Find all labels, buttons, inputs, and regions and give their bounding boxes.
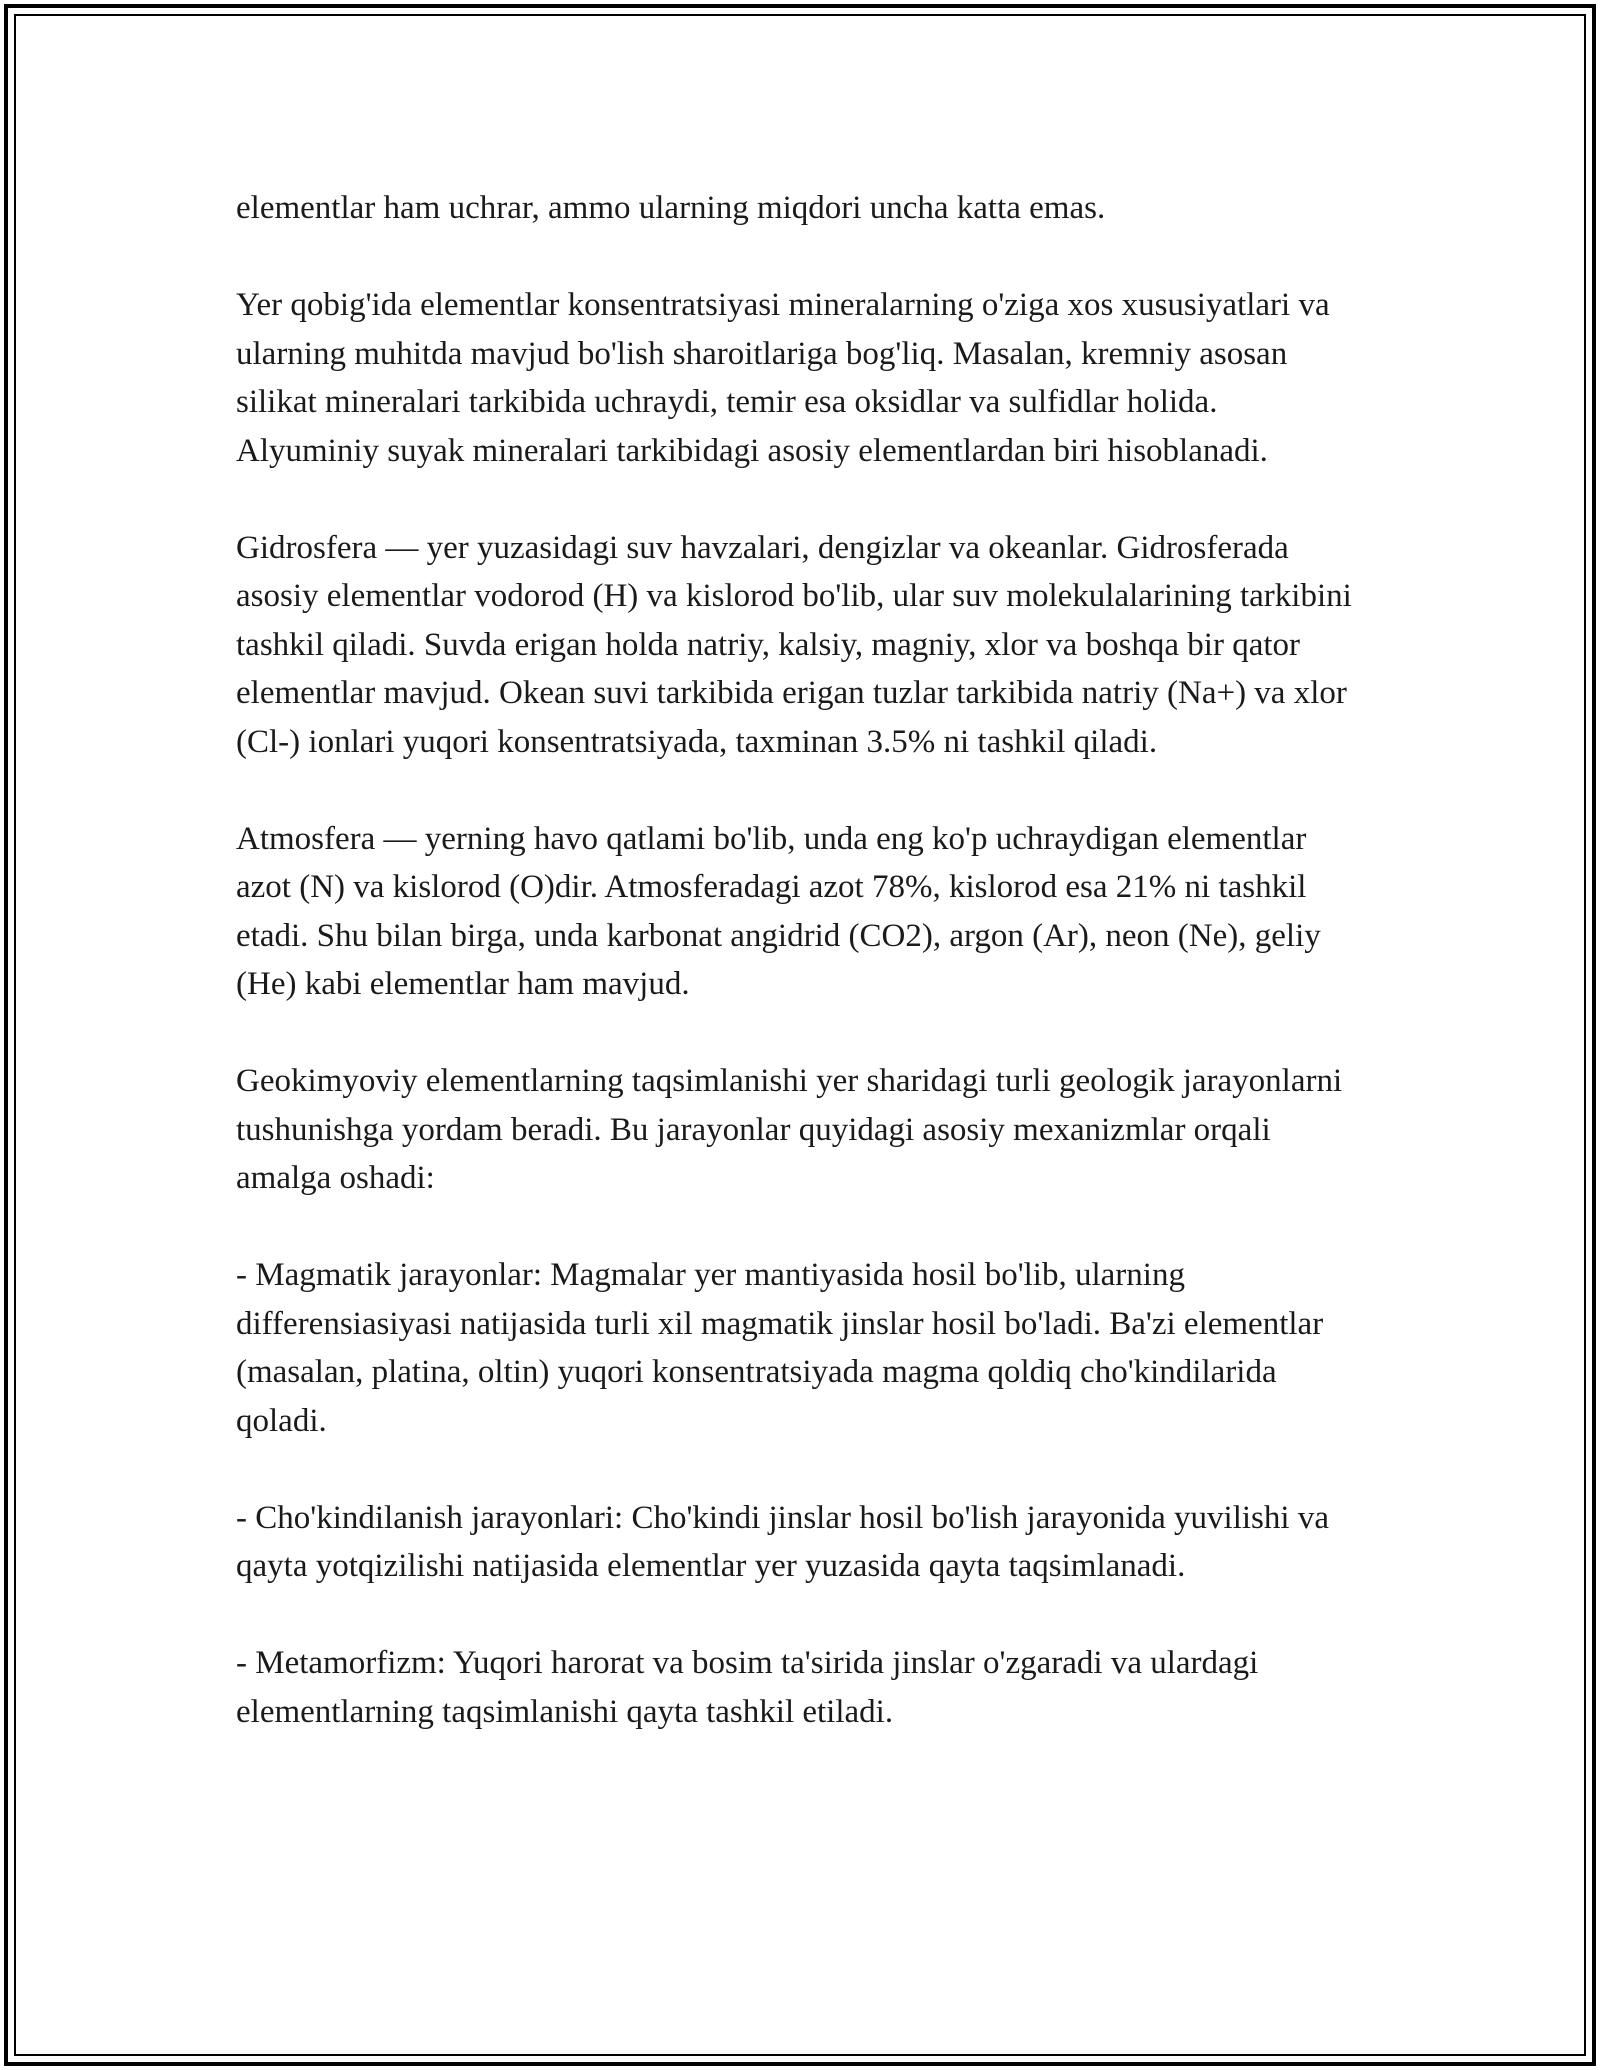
paragraph-atmosphere: Atmosfera — yerning havo qatlami bo'lib, unda eng ko'p uchraydigan elementlar azot (N) va kislorod (O)dir. Atmosferadagi azot 78%, kislorod esa 21% ni tashkil etadi. Shu bilan birga, unda karbonat angidrid (CO2), argon (Ar), neon (Ne), geliy (He) kabi elementlar ham mavjud. [236, 820, 1321, 1002]
paragraph-geochemical-distribution: Geokimyoviy elementlarning taqsimlanishi yer sharidagi turli geologik jarayonlarni tushunishga yordam beradi. Bu jarayonlar quyidagi asosiy mexanizmlar orqali amalga oshadi: [236, 1063, 1343, 1196]
paragraph-hydrosphere: Gidrosfera — yer yuzasidagi suv havzalari, dengizlar va okeanlar. Gidrosferada asosiy elementlar vodorod (H) va kislorod bo'lib, ular suv molekulalarining tarkibini tashkil qiladi. Suvda erigan holda natriy, kalsiy, magniy, xlor va boshqa bir qator elementlar mavjud. Okean suvi tarkibida erigan tuzlar tarkibida natriy (Na+) va xlor (Cl-) ionlari yuqori konsentratsiyada, taxminan 3.5% ni tashkil qiladi. [236, 529, 1352, 760]
document-body [236, 184, 1356, 1785]
paragraph-continuation: elementlar ham uchrar, ammo ularning miqdori uncha katta emas. [236, 190, 1106, 226]
list-item-magmatic: - Magmatik jarayonlar: Magmalar yer mantiyasida hosil bo'lib, ularning differensiasiyasi natijasida turli xil magmatik jinslar hosil bo'ladi. Ba'zi elementlar (masalan, platina, oltin) yuqori konsentratsiyada magma qoldiq cho'kindilarida qoladi. [236, 1257, 1324, 1439]
paragraph-earth-crust: Yer qobig'ida elementlar konsentratsiyasi mineralarning o'ziga xos xususiyatlari va ularning muhitda mavjud bo'lish sharoitlariga bog'liq. Masalan, kremniy asosan silikat mineralari tarkibida uchraydi, temir esa oksidlar va sulfidlar holida. Alyuminiy suyak mineralari tarkibidagi asosiy elementlardan biri hisoblanadi. [236, 287, 1330, 469]
list-item-sedimentation: - Cho'kindilanish jarayonlari: Cho'kindi jinslar hosil bo'lish jarayonida yuvilishi va qayta yotqizilishi natijasida elementlar yer yuzasida qayta taqsimlanadi. [236, 1499, 1329, 1584]
list-item-metamorphism: - Metamorfizm: Yuqori harorat va bosim ta'sirida jinslar o'zgaradi va ulardagi elementlarning taqsimlanishi qayta tashkil etiladi. [236, 1645, 1259, 1730]
